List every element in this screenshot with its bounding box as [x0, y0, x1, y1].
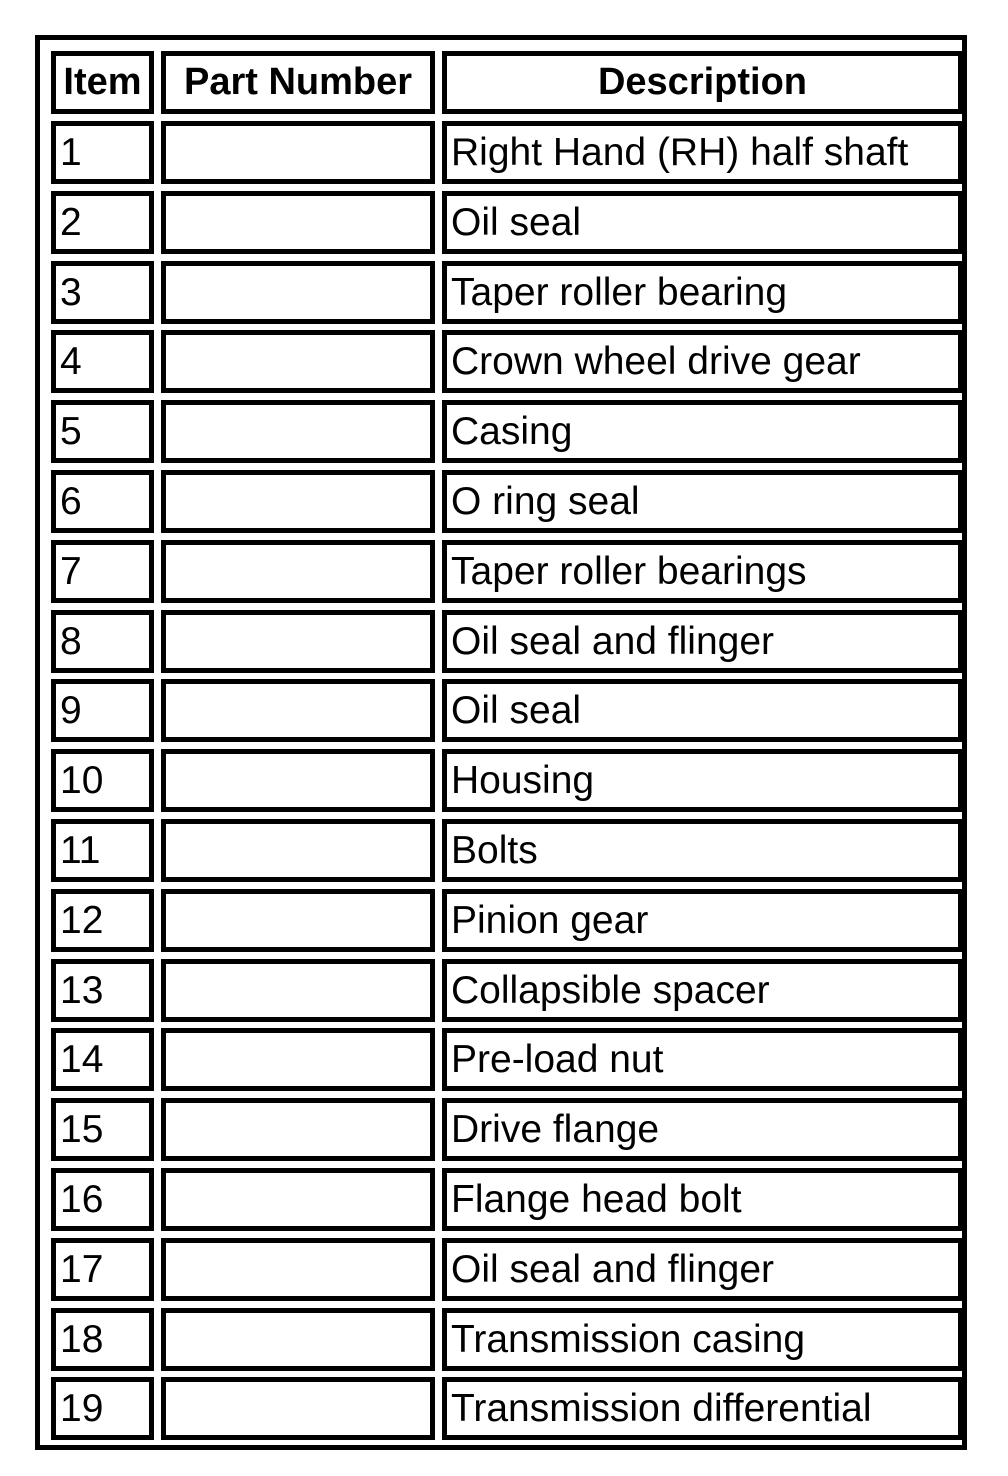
cell-part-number [161, 819, 435, 882]
cell-item: 10 [51, 749, 154, 812]
cell-part-number [161, 1238, 435, 1301]
cell-description: O ring seal [442, 470, 963, 533]
cell-part-number [161, 400, 435, 463]
cell-description: Casing [442, 400, 963, 463]
cell-item: 4 [51, 330, 154, 393]
cell-description: Collapsible spacer [442, 959, 963, 1022]
cell-part-number [161, 1377, 435, 1440]
cell-item: 17 [51, 1238, 154, 1301]
cell-part-number [161, 610, 435, 673]
cell-part-number [161, 540, 435, 603]
cell-item: 18 [51, 1308, 154, 1371]
cell-description: Taper roller bearings [442, 540, 963, 603]
cell-item: 19 [51, 1377, 154, 1440]
cell-item: 6 [51, 470, 154, 533]
cell-description: Drive flange [442, 1098, 963, 1161]
cell-part-number [161, 1028, 435, 1091]
cell-item: 13 [51, 959, 154, 1022]
cell-item: 16 [51, 1168, 154, 1231]
cell-part-number [161, 749, 435, 812]
cell-item: 7 [51, 540, 154, 603]
cell-part-number [161, 1168, 435, 1231]
cell-item: 15 [51, 1098, 154, 1161]
cell-part-number [161, 261, 435, 324]
cell-item: 9 [51, 679, 154, 742]
cell-description: Oil seal and flinger [442, 610, 963, 673]
cell-item: 11 [51, 819, 154, 882]
cell-part-number [161, 470, 435, 533]
cell-description: Oil seal and flinger [442, 1238, 963, 1301]
parts-table [35, 35, 967, 1450]
cell-description: Pre-load nut [442, 1028, 963, 1091]
cell-description: Oil seal [442, 679, 963, 742]
cell-part-number [161, 959, 435, 1022]
cell-description: Taper roller bearing [442, 261, 963, 324]
cell-part-number [161, 330, 435, 393]
cell-item: 3 [51, 261, 154, 324]
cell-description: Bolts [442, 819, 963, 882]
cell-item: 8 [51, 610, 154, 673]
cell-part-number [161, 1098, 435, 1161]
cell-description: Flange head bolt [442, 1168, 963, 1231]
cell-part-number [161, 679, 435, 742]
cell-item: 12 [51, 889, 154, 952]
cell-description: Oil seal [442, 191, 963, 254]
cell-item: 1 [51, 121, 154, 184]
cell-part-number [161, 121, 435, 184]
cell-description: Transmission differential [442, 1377, 963, 1440]
cell-item: 2 [51, 191, 154, 254]
cell-part-number [161, 191, 435, 254]
cell-description: Pinion gear [442, 889, 963, 952]
cell-item: 5 [51, 400, 154, 463]
cell-part-number [161, 889, 435, 952]
header-part-number: Part Number [161, 51, 435, 114]
header-description: Description [442, 51, 963, 114]
cell-description: Crown wheel drive gear [442, 330, 963, 393]
cell-item: 14 [51, 1028, 154, 1091]
cell-part-number [161, 1308, 435, 1371]
cell-description: Right Hand (RH) half shaft [442, 121, 963, 184]
cell-description: Transmission casing [442, 1308, 963, 1371]
header-item: Item [51, 51, 154, 114]
cell-description: Housing [442, 749, 963, 812]
